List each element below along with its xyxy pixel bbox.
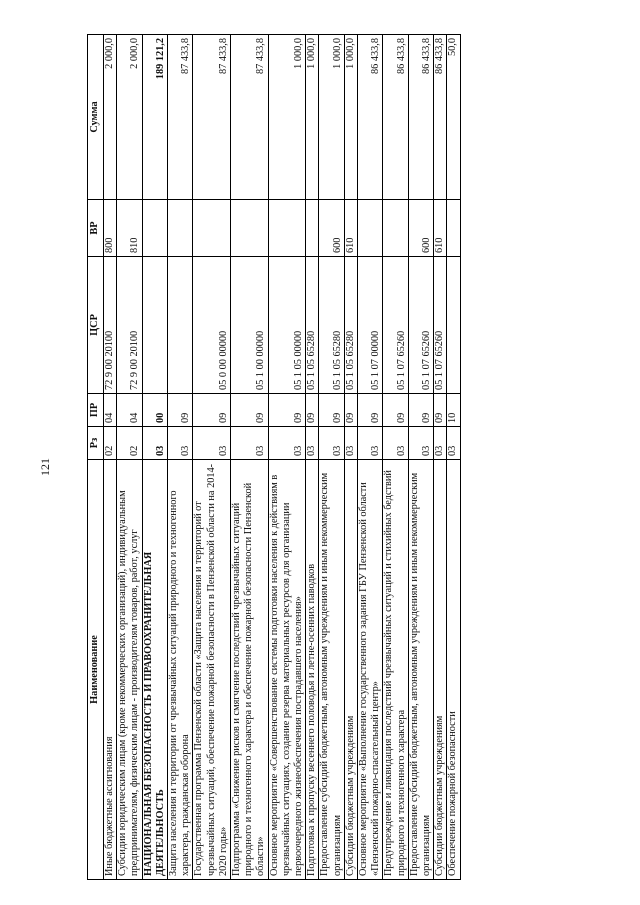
cell-csr: 72 9 00 20100	[117, 257, 142, 394]
table-row	[104, 35, 117, 880]
cell-csr: 05 1 07 65260	[434, 257, 447, 394]
cell-name: Основное мероприятие «Выполнение государственного задания ГБУ Пензенской области «Пензенский пожарно-спасательный центр»	[358, 460, 383, 880]
cell-sum: 189 121,2	[142, 35, 167, 200]
cell-rz: 02	[104, 427, 117, 460]
cell-sum: 2 000,0	[104, 35, 117, 200]
table-row	[408, 35, 433, 880]
cell-vr: 600	[408, 200, 433, 257]
cell-sum: 87 433,8	[168, 35, 193, 200]
cell-csr: 05 1 05 65280	[344, 257, 357, 394]
cell-pr: 09	[358, 394, 383, 427]
table-row	[319, 35, 344, 880]
cell-vr	[168, 200, 193, 257]
cell-rz: 03	[168, 427, 193, 460]
cell-name: НАЦИОНАЛЬНАЯ БЕЗОПАСНОСТЬ И ПРАВООХРАНИТЕЛЬНАЯ ДЕЯТЕЛЬНОСТЬ	[142, 460, 167, 880]
cell-rz: 02	[117, 427, 142, 460]
header-rz: Рз	[88, 427, 104, 460]
cell-pr: 09	[193, 394, 231, 427]
header-vr: ВР	[88, 200, 104, 257]
cell-rz: 03	[193, 427, 231, 460]
cell-pr: 09	[434, 394, 447, 427]
cell-csr: 05 1 05 65280	[306, 257, 319, 394]
cell-pr: 09	[344, 394, 357, 427]
table-row	[383, 35, 408, 880]
cell-pr: 09	[268, 394, 306, 427]
cell-pr: 04	[104, 394, 117, 427]
table-row	[306, 35, 319, 880]
table-header-row	[88, 35, 104, 880]
cell-pr: 09	[306, 394, 319, 427]
cell-pr: 09	[408, 394, 433, 427]
cell-rz: 03	[447, 427, 460, 460]
cell-sum: 1 000,0	[268, 35, 306, 200]
table-row	[117, 35, 142, 880]
cell-rz: 03	[231, 427, 269, 460]
cell-rz: 03	[268, 427, 306, 460]
cell-vr	[193, 200, 231, 257]
cell-pr: 09	[231, 394, 269, 427]
cell-name: Подпрограмма «Снижение рисков и смягчение последствий чрезвычайных ситуаций природного и техногенного характера и обеспечение пожарной безопасности Пензенской области»	[231, 460, 269, 880]
cell-rz: 03	[358, 427, 383, 460]
cell-csr: 05 1 05 65280	[319, 257, 344, 394]
cell-pr: 04	[117, 394, 142, 427]
cell-name: Защита населения и территории от чрезвычайных ситуаций природного и техногенного характера, гражданская оборона	[168, 460, 193, 880]
cell-name: Основное мероприятие «Совершенствование системы подготовки населения к действиям в чрезвычайных ситуациях, создание резерва материальных ресурсов для организации первоочередного жизнеобеспечения пострадавшего населения»	[268, 460, 306, 880]
cell-sum: 1 000,0	[344, 35, 357, 200]
cell-rz: 03	[319, 427, 344, 460]
cell-name: Субсидии юридическим лицам (кроме некоммерческих организаций), индивидуальным предпринимателям, физическим лицам - производителям товаров, работ, услуг	[117, 460, 142, 880]
cell-name: Предупреждение и ликвидация последствий чрезвычайных ситуаций и стихийных бедствий природного и техногенного характера	[383, 460, 408, 880]
cell-pr: 09	[383, 394, 408, 427]
cell-vr: 610	[434, 200, 447, 257]
cell-rz: 03	[434, 427, 447, 460]
cell-vr	[383, 200, 408, 257]
header-sum: Сумма	[88, 35, 104, 200]
cell-name: Обеспечение пожарной безопасности	[447, 460, 460, 880]
cell-vr: 810	[117, 200, 142, 257]
table-row	[193, 35, 231, 880]
table-row	[358, 35, 383, 880]
header-pr: ПР	[88, 394, 104, 427]
cell-sum: 2 000,0	[117, 35, 142, 200]
cell-rz: 03	[306, 427, 319, 460]
cell-name: Предоставление субсидий бюджетным, автономным учреждениям и иным некоммерческим организациям	[319, 460, 344, 880]
cell-csr: 05 1 07 65260	[383, 257, 408, 394]
cell-pr: 00	[142, 394, 167, 427]
table-row	[168, 35, 193, 880]
header-name: Наименование	[88, 460, 104, 880]
cell-rz: 03	[142, 427, 167, 460]
budget-table	[87, 34, 461, 880]
cell-sum: 50,0	[447, 35, 460, 200]
table-row	[434, 35, 447, 880]
cell-vr	[447, 200, 460, 257]
table-row	[142, 35, 167, 880]
cell-vr	[306, 200, 319, 257]
cell-csr: 05 0 00 00000	[193, 257, 231, 394]
page-number: 121	[38, 458, 52, 476]
cell-name: Иные бюджетные ассигнования	[104, 460, 117, 880]
table-row	[447, 35, 460, 880]
cell-sum: 86 433,8	[434, 35, 447, 200]
cell-pr: 09	[319, 394, 344, 427]
cell-pr: 10	[447, 394, 460, 427]
cell-sum: 87 433,8	[231, 35, 269, 200]
cell-csr: 72 9 00 20100	[104, 257, 117, 394]
rotated-page-content	[87, 35, 547, 880]
cell-sum: 87 433,8	[193, 35, 231, 200]
cell-vr	[231, 200, 269, 257]
cell-rz: 03	[383, 427, 408, 460]
cell-vr: 600	[319, 200, 344, 257]
cell-name: Предоставление субсидий бюджетным, автономным учреждениям и иным некоммерческим организациям	[408, 460, 433, 880]
cell-csr	[142, 257, 167, 394]
cell-sum: 86 433,8	[358, 35, 383, 200]
cell-csr: 05 1 07 00000	[358, 257, 383, 394]
cell-rz: 03	[408, 427, 433, 460]
cell-csr: 05 1 00 00000	[231, 257, 269, 394]
cell-csr: 05 1 05 00000	[268, 257, 306, 394]
cell-pr: 09	[168, 394, 193, 427]
table-row	[344, 35, 357, 880]
cell-vr: 610	[344, 200, 357, 257]
cell-name: Государственная программа Пензенской области «Защита населения и территорий от чрезвычайных ситуаций, обеспечение пожарной безопасности в Пензенской области на 2014-2020 годы»	[193, 460, 231, 880]
table-body	[104, 35, 461, 880]
cell-vr	[142, 200, 167, 257]
cell-sum: 1 000,0	[319, 35, 344, 200]
cell-csr	[447, 257, 460, 394]
cell-vr	[358, 200, 383, 257]
cell-name: Подготовка к пропуску весеннего половодья и летне-осенних паводков	[306, 460, 319, 880]
cell-rz: 03	[344, 427, 357, 460]
cell-csr: 05 1 07 65260	[408, 257, 433, 394]
cell-sum: 1 000,0	[306, 35, 319, 200]
cell-sum: 86 433,8	[383, 35, 408, 200]
header-csr: ЦСР	[88, 257, 104, 394]
cell-name: Субсидии бюджетным учреждениям	[344, 460, 357, 880]
cell-sum: 86 433,8	[408, 35, 433, 200]
cell-csr	[168, 257, 193, 394]
cell-vr	[268, 200, 306, 257]
table-row	[268, 35, 306, 880]
cell-name: Субсидии бюджетным учреждениям	[434, 460, 447, 880]
cell-vr: 800	[104, 200, 117, 257]
table-row	[231, 35, 269, 880]
